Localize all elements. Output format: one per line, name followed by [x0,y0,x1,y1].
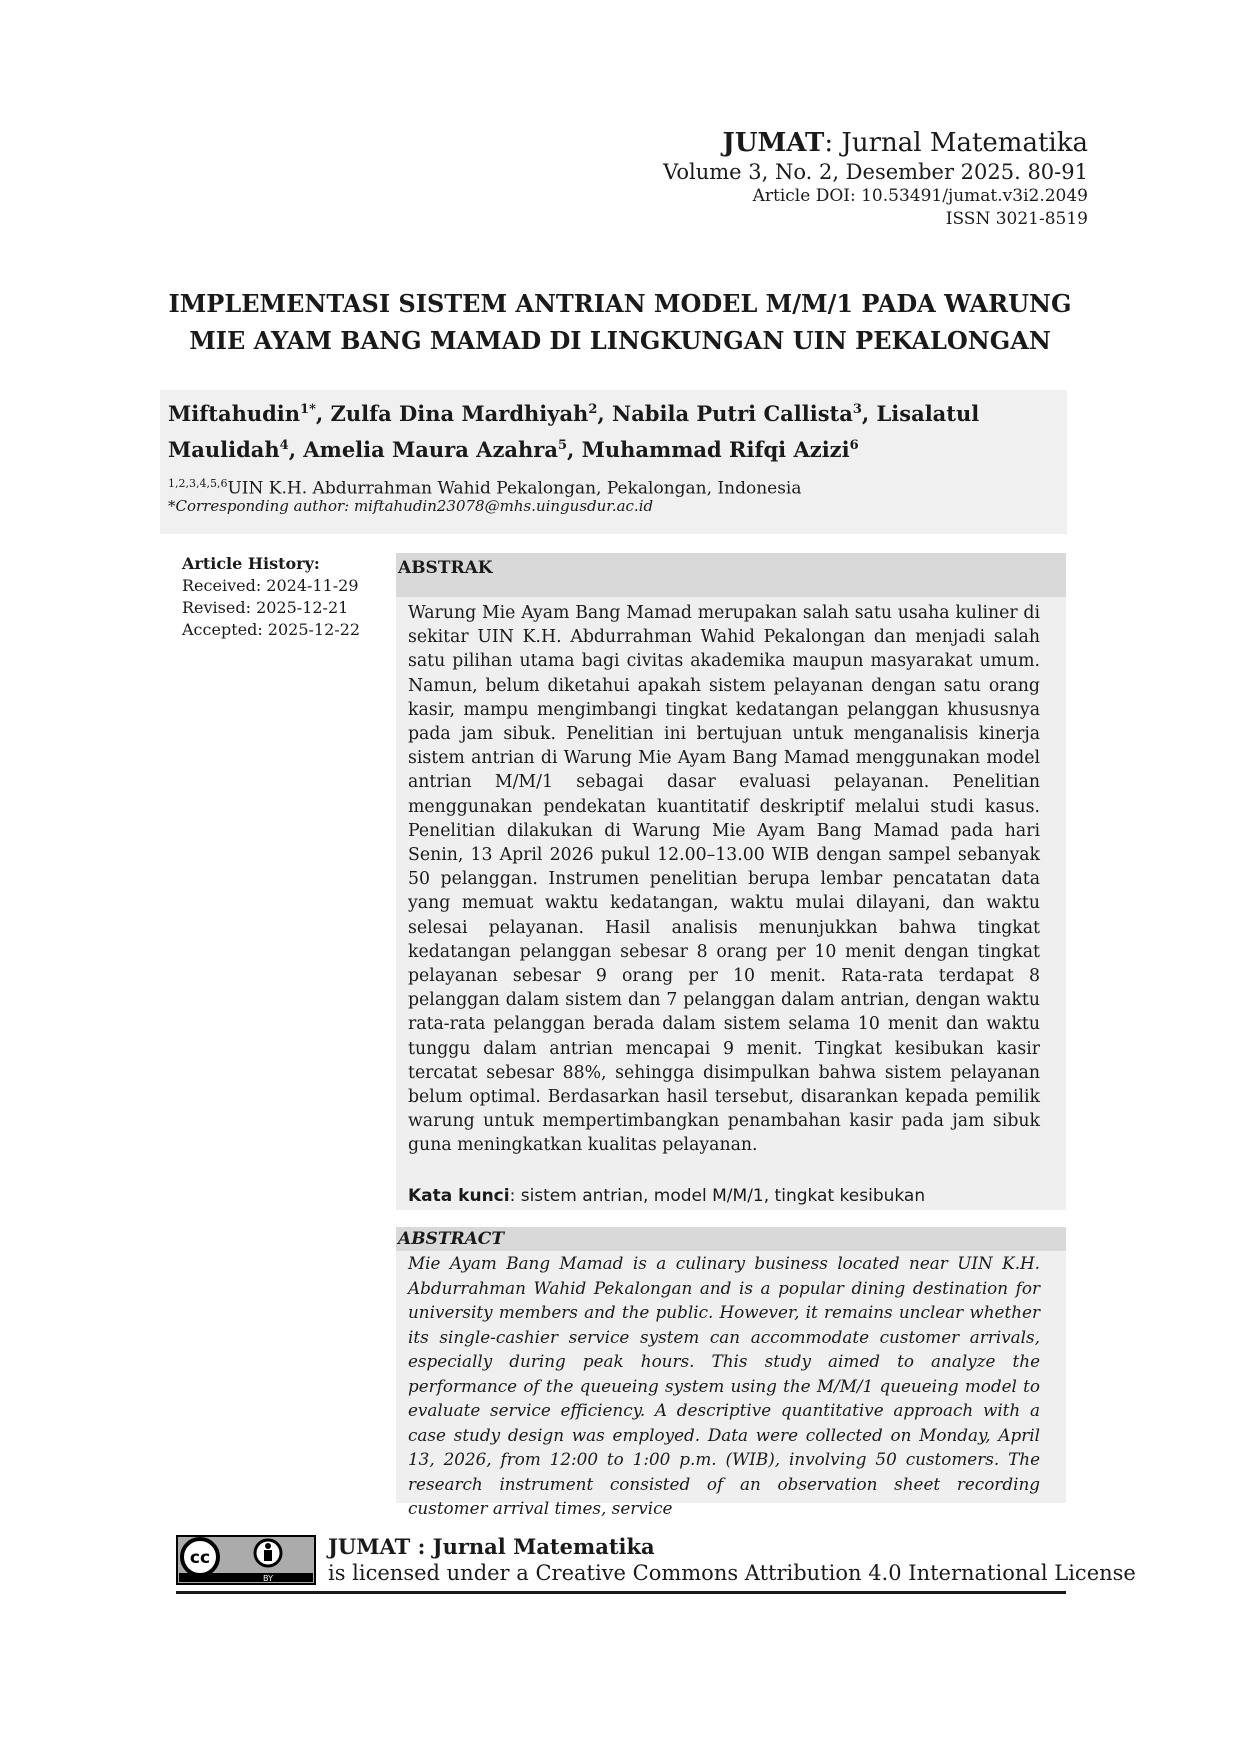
author-5-marker: 5 [557,438,567,453]
article-doi: Article DOI: 10.53491/jumat.v3i2.2049 [752,186,1088,206]
corresponding-author: *Corresponding author: miftahudin23078@mhs.uingusdur.ac.id [168,497,654,515]
article-history [182,553,360,641]
keywords-label: Kata kunci [408,1186,510,1206]
keywords [408,1185,1048,1207]
journal-volume: Volume 3, No. 2, Desember 2025. 80-91 [663,160,1088,184]
author-list [168,394,1048,466]
license-notice [328,1533,1136,1587]
authors-block [160,390,1067,534]
cc-symbol: cc [189,1548,211,1568]
author-4: , Lisalatul Maulidah [168,401,980,462]
author-2-marker: 2 [588,402,598,417]
affiliation-text: UIN K.H. Abdurrahman Wahid Pekalongan, Pekalongan, Indonesia [227,478,802,499]
article-title [150,285,1090,359]
keywords-list: : sistem antrian, model M/M/1, tingkat kesibukan [509,1186,926,1206]
history-accepted: Accepted: 2025-12-22 [182,620,361,639]
abstrak-heading: ABSTRAK [396,553,1066,597]
abstract-section [396,1227,1066,1518]
author-3-marker: 3 [852,402,862,417]
title-line-1: IMPLEMENTASI SISTEM ANTRIAN MODEL M/M/1 PADA WARUNG [168,289,1072,318]
author-4-marker: 4 [279,438,289,453]
author-1: Miftahudin [168,401,301,426]
license-statement[interactable]: is licensed under a Creative Commons Attribution 4.0 International License [328,1561,1136,1585]
by-person-body [264,1550,272,1561]
journal-issn: ISSN 3021-8519 [945,209,1088,229]
history-revised: Revised: 2025-12-21 [182,598,349,617]
journal-name: JUMAT [722,128,825,158]
history-received: Received: 2024-11-29 [182,576,359,595]
abstrak-text: Warung Mie Ayam Bang Mamad merupakan salah satu usaha kuliner di sekitar UIN K.H. Abdurrahman Wahid Pekalongan dan menjadi salah satu pilihan utama bagi civitas akademika maupun masyarakat umum. Namun, belum diketahui apakah sistem pelayanan dengan satu orang kasir, mampu mengimbangi tingkat kedatangan pelanggan khususnya pada jam sibuk. Penelitian ini bertujuan untuk menganalisis kinerja sistem antrian di Warung Mie Ayam Bang Mamad menggunakan model antrian M/M/1 sebagai dasar evaluasi pelayanan. Penelitian menggunakan pendekatan kuantitatif deskriptif melalui studi kasus. Penelitian dilakukan di Warung Mie Ayam Bang Mamad pada hari Senin, 13 April 2026 pukul 12.00–13.00 WIB dengan sampel sebanyak 50 pelanggan. Instrumen penelitian berupa lembar pencatatan data yang memuat waktu kedatangan, waktu mulai dilayani, dan waktu selesai pelayanan. Hasil analisis menunjukkan bahwa tingkat kedatangan pelanggan sebesar 8 orang per 10 menit dengan tingkat pelayanan sebesar 9 orang per 10 menit. Rata-rata terdapat 8 pelanggan dalam sistem dan 7 pelanggan dalam antrian, dengan waktu rata-rata pelanggan berada dalam sistem selama 10 menit dan waktu tunggu dalam antrian mencapai 9 menit. Tingkat kesibukan kasir tercatat sebesar 88%, sehingga disimpulkan bahwa sistem pelayanan belum optimal. Berdasarkan hasil tersebut, disarankan kepada pemilik warung untuk mempertimbangkan penambahan kasir pada jam sibuk guna meningkatkan kualitas pelayanan. [408,603,1040,1156]
history-title: Article History: [182,554,320,573]
by-label: BY [263,1574,273,1583]
footer-divider [176,1591,1066,1594]
journal-header [663,127,1088,231]
author-3: , Nabila Putri Callista [597,401,853,426]
affiliation-marker: 1,2,3,4,5,6 [168,477,228,490]
by-person-head [265,1543,271,1549]
abstract-text: Mie Ayam Bang Mamad is a culinary business located near UIN K.H. Abdurrahman Wahid Pekalongan and is a popular dining destination for university members and the public. However, it remains unclear whether its single-cashier service system can accommodate customer arrivals, especially during peak hours. This study aimed to analyze the performance of the queueing system using the M/M/1 queueing model to evaluate service efficiency. A descriptive quantitative approach with a case study design was employed. Data were collected on Monday, April 13, 2026, from 12:00 to 1:00 p.m. (WIB), involving 50 customers. The research instrument consisted of an observation sheet recording customer arrival times, service [408,1253,1040,1518]
journal-subtitle: : Jurnal Matematika [824,128,1088,158]
title-line-2: MIE AYAM BANG MAMAD DI LINGKUNGAN UIN PEKALONGAN [189,326,1051,355]
journal-name-line [663,127,1088,159]
author-1-marker: 1* [300,402,316,417]
author-6: , Muhammad Rifqi Azizi [566,437,850,462]
abstrak-section [396,553,1066,1210]
cc-by-license-icon[interactable] [176,1535,316,1585]
author-6-marker: 6 [849,438,859,453]
author-5: , Amelia Maura Azahra [288,437,558,462]
abstract-heading: ABSTRACT [396,1227,1066,1251]
license-journal-title: JUMAT : Jurnal Matematika [328,1534,655,1559]
author-2: , Zulfa Dina Mardhiyah [315,401,589,426]
